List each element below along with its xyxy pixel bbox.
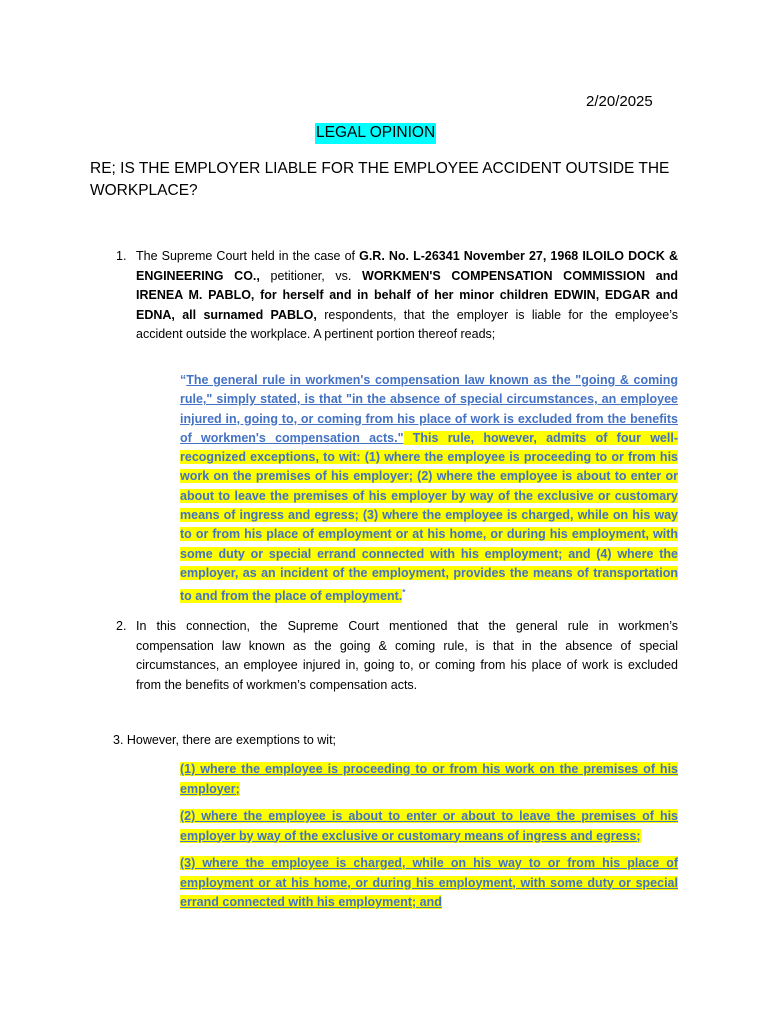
exemption-text-3: (3) where the employee is charged, while on his way to or from his place of employment or at his home, or during his employment, with some duty or special errand connected with his employment; and <box>180 856 678 909</box>
case-respondents: WORKMEN'S COMPENSATION COMMISSION and IRENEA M. PABLO, for herself and in behalf of her minor children EDWIN, EDGAR and EDNA, all surnamed PABLO, <box>136 268 678 322</box>
quote-general-rule: The general rule in workmen's compensation law known as the "going & coming rule," simply stated, is that "in the absence of special circumstances, an employee injured in, going to, or coming from his place of work is excluded from the benefits of workmen's compensation acts." <box>180 373 678 445</box>
document-date: 2/20/2025 <box>586 93 653 110</box>
exemption-text-2: (2) where the employee is about to enter or about to leave the premises of his employer by way of the exclusive or customary means of ingress and egress; <box>180 809 678 843</box>
quote-exceptions: This rule, however, admits of four well-recognized exceptions, to wit: (1) where the employee is proceeding to or from his work on the premises of his employer; (2) where the employee is about to enter or about to leave the premises of his employer by way of the exclusive or customary means of ingress and egress; (3) where the employee is charged, while on his way to or from his place of employment or at his home, or during his employment, with some duty or special errand connected with his employment; and (4) where the employer, as an incident of the employment, provides the means of transportation to and from the place of employment. <box>180 430 678 604</box>
block-quote <box>180 371 678 607</box>
subject-line: RE; IS THE EMPLOYER LIABLE FOR THE EMPLOYEE ACCIDENT OUTSIDE THE WORKPLACE? <box>90 160 670 199</box>
paragraph-1-text-c: respondents, that the employer is liable for the employee’s accident outside the workplace. A pertinent portion thereof reads; <box>136 307 679 341</box>
document-title: LEGAL OPINION <box>315 123 436 144</box>
paragraph-3: 3. However, there are exemptions to wit; <box>113 733 337 747</box>
paragraph-2: In this connection, the Supreme Court mentioned that the general rule in workmen’s compensation law known as the going & coming rule, is that in the absence of special circumstances, an employee injured in, going to, or coming from his place of work is excluded from the benefits of workmen’s compensation acts. <box>136 619 678 692</box>
exemption-item-2 <box>180 807 678 846</box>
footnote-marker[interactable]: * <box>402 588 406 598</box>
paragraph-1-text-b: petitioner, vs. <box>259 268 363 283</box>
exemption-item-1 <box>180 760 678 799</box>
paragraph-1-text-a: The Supreme Court held in the case of <box>136 249 360 263</box>
exemption-text-1: (1) where the employee is proceeding to or from his work on the premises of his employer; <box>180 762 678 796</box>
quote-open-mark: “ <box>180 373 187 387</box>
exemption-item-3 <box>180 854 678 913</box>
item-number-1: 1. <box>116 249 127 263</box>
case-citation: G.R. No. L-26341 November 27, 1968 ILOILO DOCK & ENGINEERING CO., <box>136 249 678 283</box>
paragraph-1 <box>136 247 678 345</box>
item-number-2: 2. <box>116 619 127 633</box>
